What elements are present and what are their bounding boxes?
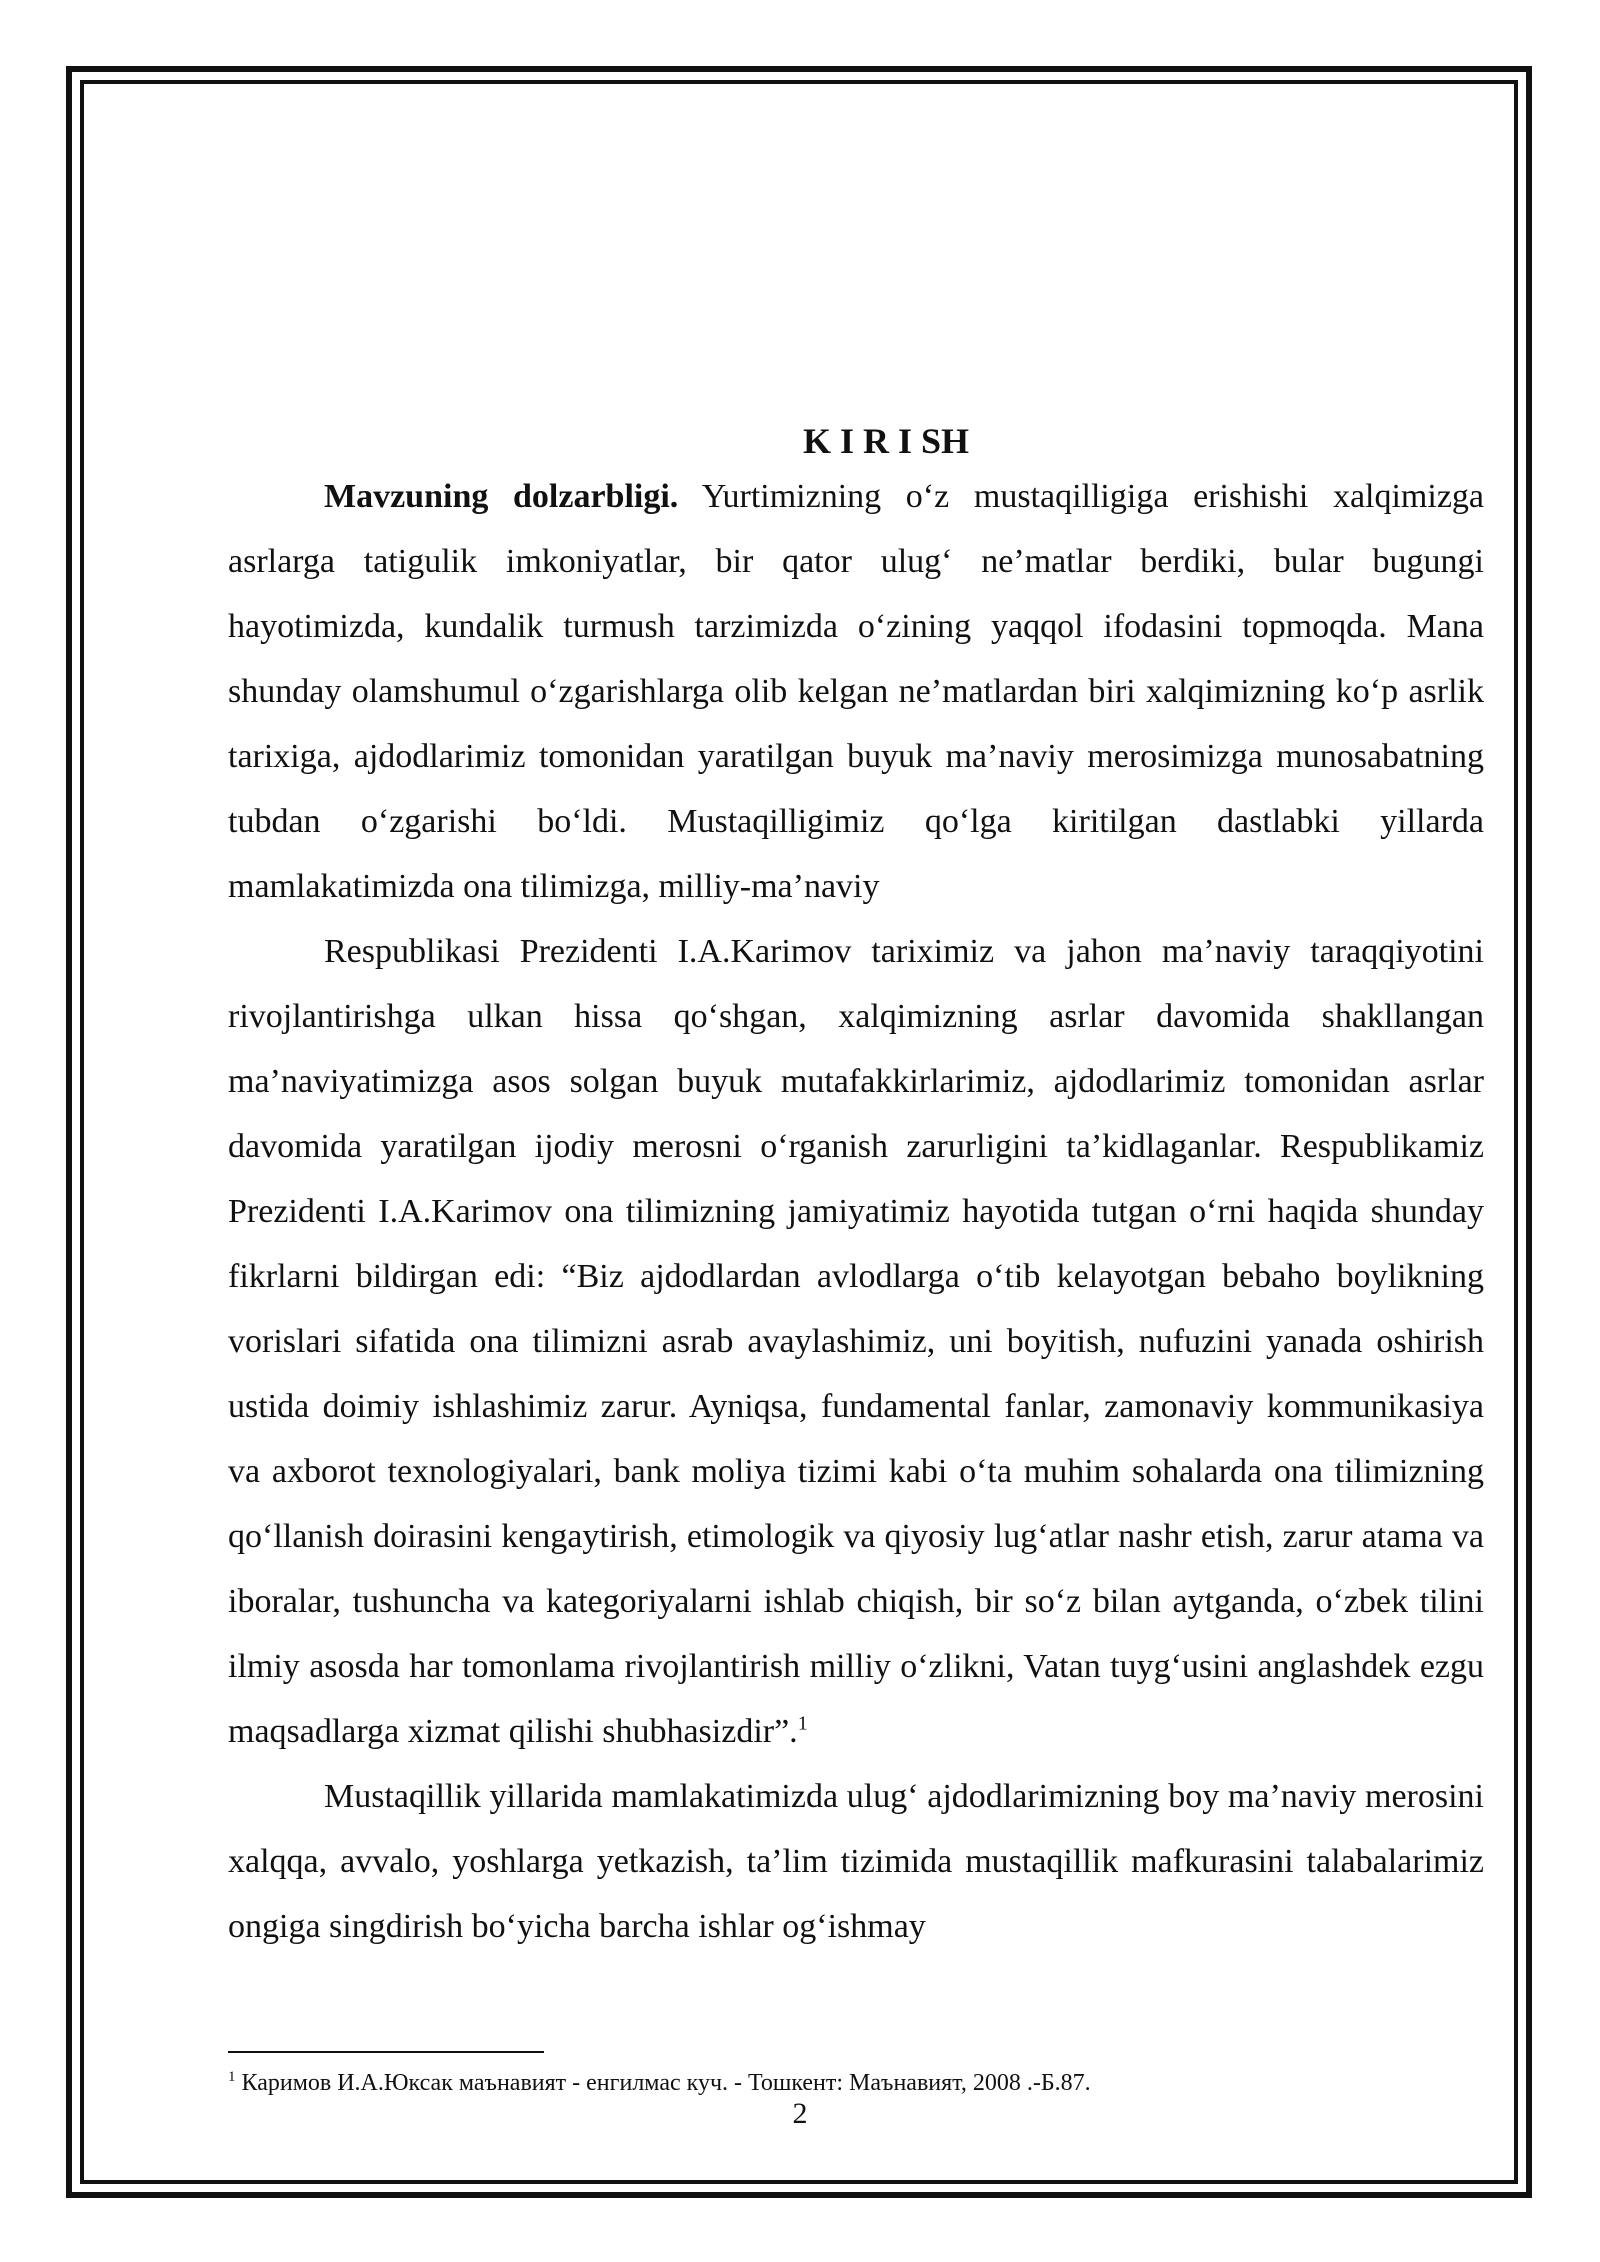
footnote-marker: 1 [228, 2069, 236, 2085]
footnote-text: Каримов И.А.Юксак маънавият - енгилмас куч. - Тошкент: Маънавият, 2008 .-Б.87. [241, 2070, 1091, 2096]
footnote-separator [228, 2051, 544, 2053]
page-number: 2 [792, 2097, 808, 2130]
paragraph-text: Mustaqillik yillarida mamlakatimizda ulug‘ ajdodlarimizning boy ma’naviy merosini xalqqa, avvalo, yoshlarga yetkazish, ta’lim tizimida mustaqillik mafkurasini talabalarimiz ongiga singdirish bo‘yicha barcha ishlar og‘ishmay [228, 1778, 1484, 1945]
paragraph-text: Respublikasi Prezidenti I.A.Karimov tariximiz va jahon ma’naviy taraqqiyotini rivojlantirishga ulkan hissa qo‘shgan, xalqimizning asrlar davomida shakllangan ma’naviyatimizga asos solgan buyuk mutafakkirlarimiz, ajdodlarimiz tomonidan asrlar davomida yaratilgan ijodiy merosni o‘rganish zarurligini ta’kidlaganlar. Respublikamiz Prezidenti I.A.Karimov ona tilimizning jamiyatimiz hayotida tutgan o‘rni haqida shunday fikrlarni bildirgan edi: “Biz ajdodlardan avlodlarga o‘tib kelayotgan bebaho boylikning vorislari sifatida ona tilimizni asrab avaylashimiz, uni boyitish, nufuzini yanada oshirish ustida doimiy ishlashimiz zarur. Ayniqsa, fundamental fanlar, zamonaviy kommunikasiya va axborot texnologiyalari, bank moliya tizimi kabi o‘ta muhim sohalarda ona tilimizning qo‘llanish doirasini kengaytirish, etimologik va qiyosiy lug‘atlar nashr etish, zarur atama va iboralar, tushuncha va kategoriyalarni ishlab chiqish, bir so‘z bilan aytganda, o‘zbek tilini ilmiy asosda har tomonlama rivojlantirish milliy o‘zlikni, Vatan tuyg‘usini anglashdek ezgu maqsadlarga xizmat qilishi shubhasizdir”. [228, 933, 1484, 1750]
section-heading: K I R I SH [802, 421, 970, 461]
paragraph-lead: Mavzuning dolzarbligi. [324, 478, 679, 515]
paragraph-1 [228, 464, 1484, 919]
page-content [228, 420, 1484, 1959]
paragraph-2 [228, 919, 1484, 1764]
paragraph-3 [228, 1764, 1484, 1959]
paragraph-text: Yurtimizning o‘z mustaqilligiga erishishi xalqimizga asrlarga tatigulik imkoniyatlar, bir qator ulug‘ ne’matlar berdiki, bular bugungi hayotimizda, kundalik turmush tarzimizda o‘zining yaqqol ifodasini topmoqda. Mana shunday olamshumul o‘zgarishlarga olib kelgan ne’matlardan biri xalqimizning ko‘p asrlik tarixiga, ajdodlarimiz tomonidan yaratilgan buyuk ma’naviy merosimizga munosabatning tubdan o‘zgarishi bo‘ldi. Mustaqilligimiz qo‘lga kiritilgan dastlabki yillarda mamlakatimizda ona tilimizga, milliy-ma’naviy [228, 478, 1485, 905]
footnote [228, 2062, 1484, 2098]
footnote-reference[interactable]: 1 [797, 1712, 808, 1735]
